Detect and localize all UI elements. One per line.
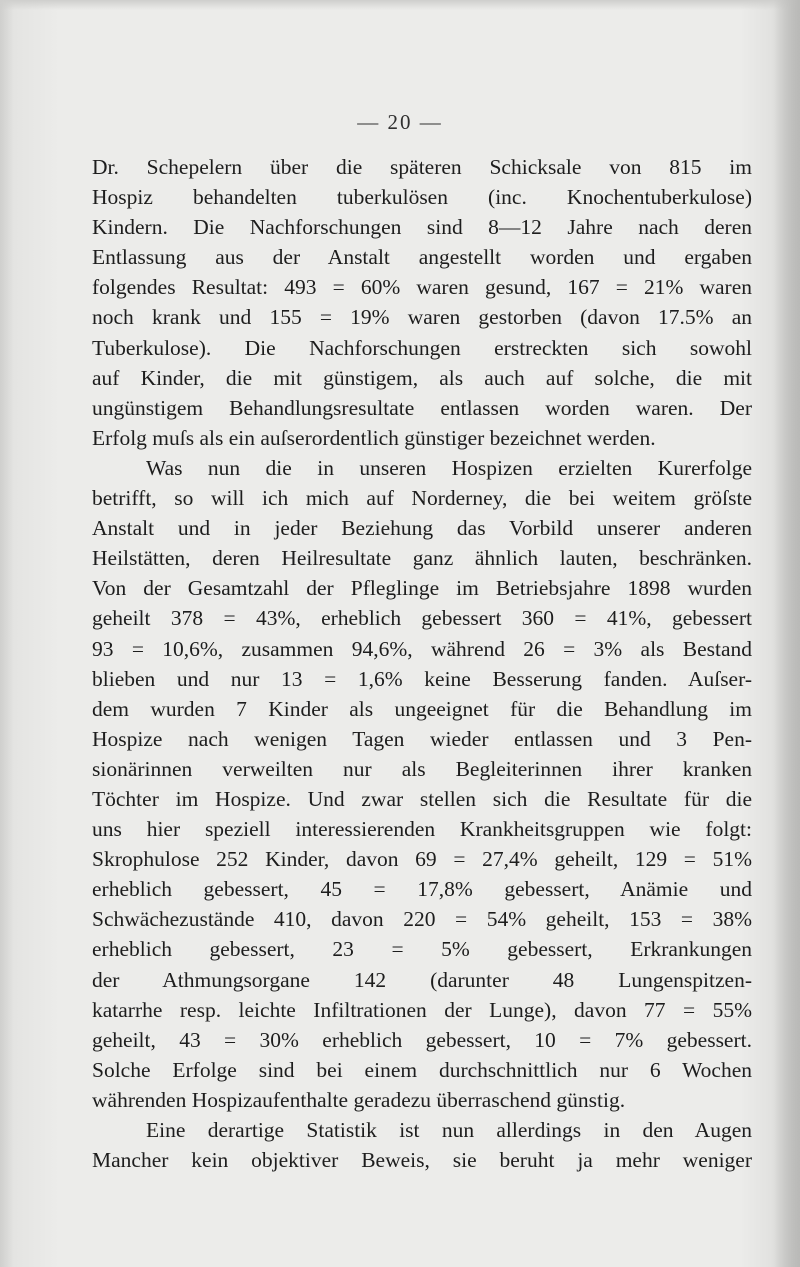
- text-line: Anstalt und in jeder Beziehung das Vorbild unserer anderen: [92, 516, 752, 541]
- text-line: Tuberkulose). Die Nachforschungen erstreckten sich sowohl: [92, 335, 752, 360]
- text-line: betrifft, so will ich mich auf Norderney, die bei weitem gröſste: [92, 486, 752, 511]
- text-line: Solche Erfolge sind bei einem durchschnittlich nur 6 Wochen: [92, 1057, 752, 1082]
- text-line: uns hier speziell interessierenden Krankheitsgruppen wie folgt:: [92, 817, 752, 842]
- text-line: Erfolg muſs als ein auſserordentlich günstiger bezeichnet werden.: [92, 425, 656, 450]
- text-line: geheilt, 43 = 30% erheblich gebessert, 10 = 7% gebessert.: [92, 1027, 752, 1052]
- page-binding-shadow: [774, 0, 800, 1267]
- text-line: Hospize nach wenigen Tagen wieder entlassen und 3 Pen-: [92, 726, 752, 751]
- text-line: Töchter im Hospize. Und zwar stellen sich die Resultate für die: [92, 786, 752, 811]
- text-line: katarrhe resp. leichte Infiltrationen der Lunge), davon 77 = 55%: [92, 997, 752, 1022]
- text-line: Dr. Schepelern über die späteren Schicksale von 815 im: [92, 155, 752, 179]
- text-line: geheilt 378 = 43%, erheblich gebessert 360 = 41%, gebessert: [92, 606, 752, 631]
- text-line: folgendes Resultat: 493 = 60% waren gesund, 167 = 21% waren: [92, 275, 752, 300]
- text-line: Kindern. Die Nachforschungen sind 8—12 Jahre nach deren: [92, 215, 752, 240]
- text-line: Skrophulose 252 Kinder, davon 69 = 27,4% geheilt, 129 = 51%: [92, 847, 752, 872]
- text-line: Mancher kein objektiver Beweis, sie beruht ja mehr weniger: [92, 1148, 752, 1173]
- paragraph-start-line: Eine derartige Statistik ist nun allerdings in den Augen: [146, 1118, 752, 1142]
- text-line: sionärinnen verweilten nur als Begleiterinnen ihrer kranken: [92, 756, 752, 781]
- text-line: Entlassung aus der Anstalt angestellt worden und ergaben: [92, 245, 752, 270]
- body-text: [92, 152, 752, 1175]
- text-line: Von der Gesamtzahl der Pfleglinge im Betriebsjahre 1898 wurden: [92, 576, 752, 601]
- text-line: Schwächezustände 410, davon 220 = 54% geheilt, 153 = 38%: [92, 907, 752, 932]
- paragraph-start-line: Was nun die in unseren Hospizen erzielten Kurerfolge: [146, 455, 752, 480]
- text-line: erheblich gebessert, 45 = 17,8% gebessert, Anämie und: [92, 877, 752, 902]
- text-line: noch krank und 155 = 19% waren gestorben (davon 17.5% an: [92, 305, 752, 330]
- text-line: erheblich gebessert, 23 = 5% gebessert, Erkrankungen: [92, 937, 752, 962]
- text-line: währenden Hospizaufenthalte geradezu überraschend günstig.: [92, 1087, 626, 1112]
- text-line: der Athmungsorgane 142 (darunter 48 Lungenspitzen-: [92, 967, 752, 992]
- text-line: Hospiz behandelten tuberkulösen (inc. Knochentuberkulose): [92, 185, 752, 210]
- page-top-shadow: [0, 0, 800, 10]
- page-number: — 20 —: [357, 110, 443, 134]
- text-line: ungünstigem Behandlungsresultate entlassen worden waren. Der: [92, 395, 752, 420]
- text-line: Heilstätten, deren Heilresultate ganz ähnlich lauten, beschränken.: [92, 546, 752, 571]
- text-line: dem wurden 7 Kinder als ungeeignet für die Behandlung im: [92, 696, 752, 721]
- text-line: auf Kinder, die mit günstigem, als auch auf solche, die mit: [92, 365, 752, 390]
- text-line: blieben und nur 13 = 1,6% keine Besserung fanden. Auſser-: [92, 666, 752, 691]
- text-line: 93 = 10,6%, zusammen 94,6%, während 26 = 3% als Bestand: [92, 636, 752, 661]
